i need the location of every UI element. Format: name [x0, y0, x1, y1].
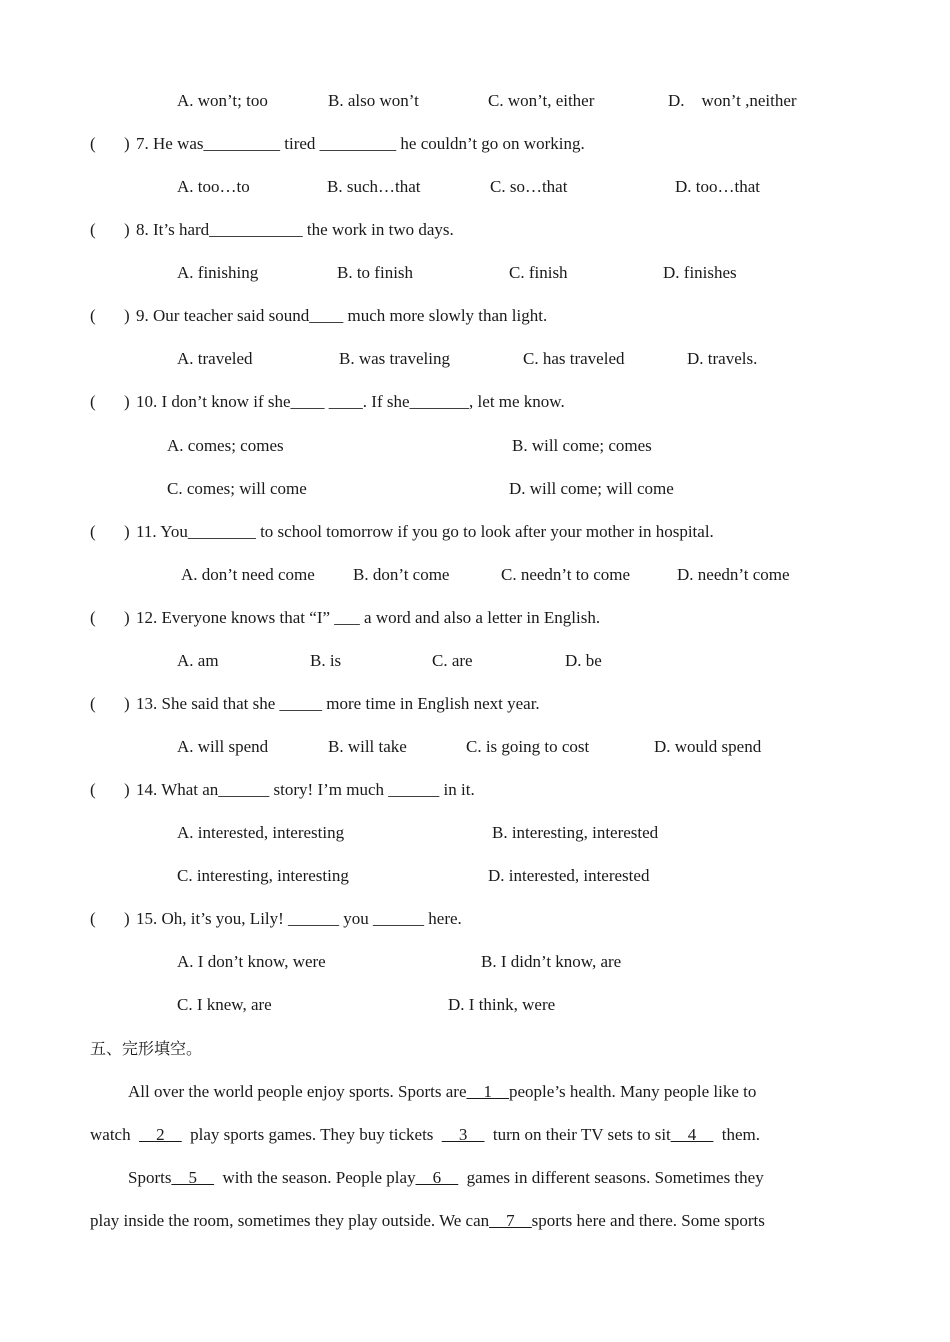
option-c: C. are	[432, 651, 473, 670]
option-d: D. travels.	[687, 349, 758, 368]
option-b: B. such…that	[327, 177, 421, 196]
option-c: C. needn’t to come	[501, 565, 631, 584]
question-stem: 9. Our teacher said sound____ much more slowly than light.	[136, 306, 548, 325]
answer-paren-close: )	[124, 694, 130, 713]
cloze-blank-7: __7__	[489, 1211, 532, 1230]
question-stem: 10. I don’t know if she____ ____. If she_______, let me know.	[136, 392, 565, 411]
option-c: C. is going to cost	[466, 737, 590, 756]
q6-option-c: C. won’t, either	[488, 91, 595, 110]
answer-paren-open: (	[90, 608, 96, 627]
option-b: B. don’t come	[353, 565, 450, 584]
option-b: B. interesting, interested	[492, 823, 659, 842]
option-d: D. will come; will come	[509, 479, 674, 498]
cloze-blank-6: __6__	[415, 1168, 459, 1187]
option-b: B. I didn’t know, are	[481, 952, 622, 971]
cloze-blank-3: __3__	[441, 1125, 485, 1144]
answer-paren-close: )	[124, 134, 130, 153]
option-a: A. finishing	[177, 263, 259, 282]
option-b: B. will come; comes	[512, 436, 652, 455]
q6-option-b: B. also won’t	[328, 91, 419, 110]
option-a: A. too…to	[177, 177, 250, 196]
q6-option-a: A. won’t; too	[177, 91, 268, 110]
option-c: C. I knew, are	[177, 995, 272, 1014]
passage-line-3	[128, 1168, 764, 1188]
option-c: C. has traveled	[523, 349, 625, 368]
cloze-blank-2: __2__	[139, 1125, 182, 1144]
option-c: C. finish	[509, 263, 568, 282]
answer-paren-close: )	[124, 522, 130, 541]
question-stem: 11. You________ to school tomorrow if you go to look after your mother in hospital.	[136, 522, 714, 541]
answer-paren-close: )	[124, 909, 130, 928]
option-b: B. is	[310, 651, 342, 670]
option-b: B. was traveling	[339, 349, 450, 368]
question-stem: 8. It’s hard___________ the work in two days.	[136, 220, 454, 239]
passage-text: people’s health. Many people like to	[509, 1082, 757, 1101]
cloze-blank-1: __1__	[466, 1082, 510, 1101]
passage-line-4	[90, 1211, 765, 1231]
option-d: D. interested, interested	[488, 866, 650, 885]
option-d: D. I think, were	[448, 995, 556, 1014]
option-d: D. be	[565, 651, 602, 670]
answer-paren-close: )	[124, 392, 130, 411]
option-d: D. would spend	[654, 737, 762, 756]
passage-text: games in different seasons. Sometimes they	[466, 1168, 764, 1187]
answer-paren-open: (	[90, 909, 96, 928]
passage-text: play sports games. They buy tickets	[190, 1125, 434, 1144]
passage-text: Sports	[128, 1168, 172, 1187]
passage-line-2	[90, 1125, 760, 1145]
answer-paren-close: )	[124, 608, 130, 627]
answer-paren-open: (	[90, 392, 96, 411]
answer-paren-close: )	[124, 306, 130, 325]
passage-text: watch	[90, 1125, 131, 1144]
option-a: A. don’t need come	[181, 565, 315, 584]
question-stem: 12. Everyone knows that “I” ___ a word and also a letter in English.	[136, 608, 601, 627]
passage-text: turn on their TV sets to sit	[492, 1125, 671, 1144]
option-c: C. so…that	[490, 177, 568, 196]
question-stem: 7. He was_________ tired _________ he couldn’t go on working.	[136, 134, 585, 153]
option-d: D. needn’t come	[677, 565, 790, 584]
cloze-blank-4: __4__	[670, 1125, 714, 1144]
answer-paren-close: )	[124, 220, 130, 239]
answer-paren-open: (	[90, 522, 96, 541]
option-b: B. to finish	[337, 263, 414, 282]
q6-option-d: D. won’t ,neither	[668, 91, 797, 110]
passage-line-1	[128, 1082, 756, 1102]
option-d: D. too…that	[675, 177, 760, 196]
answer-paren-open: (	[90, 134, 96, 153]
option-d: D. finishes	[663, 263, 737, 282]
option-a: A. am	[177, 651, 219, 670]
option-a: A. interested, interesting	[177, 823, 345, 842]
passage-text: sports here and there. Some sports	[531, 1211, 765, 1230]
option-a: A. comes; comes	[167, 436, 284, 455]
option-c: C. interesting, interesting	[177, 866, 349, 885]
answer-paren-open: (	[90, 306, 96, 325]
question-stem: 15. Oh, it’s you, Lily! ______ you ______ here.	[136, 909, 462, 928]
passage-text: All over the world people enjoy sports. Sports are	[128, 1082, 467, 1101]
option-b: B. will take	[328, 737, 407, 756]
question-stem: 14. What an______ story! I’m much ______ in it.	[136, 780, 475, 799]
cloze-blank-5: __5__	[171, 1168, 214, 1187]
question-stem: 13. She said that she _____ more time in English next year.	[136, 694, 540, 713]
section-heading: 五、完形填空。	[90, 1039, 203, 1058]
option-c: C. comes; will come	[167, 479, 307, 498]
option-a: A. traveled	[177, 349, 253, 368]
answer-paren-open: (	[90, 694, 96, 713]
passage-text: with the season. People play	[222, 1168, 416, 1187]
answer-paren-open: (	[90, 780, 96, 799]
option-a: A. I don’t know, were	[177, 952, 326, 971]
option-a: A. will spend	[177, 737, 269, 756]
answer-paren-open: (	[90, 220, 96, 239]
passage-text: them.	[721, 1125, 761, 1144]
answer-paren-close: )	[124, 780, 130, 799]
passage-text: play inside the room, sometimes they play outside. We can	[90, 1211, 490, 1230]
